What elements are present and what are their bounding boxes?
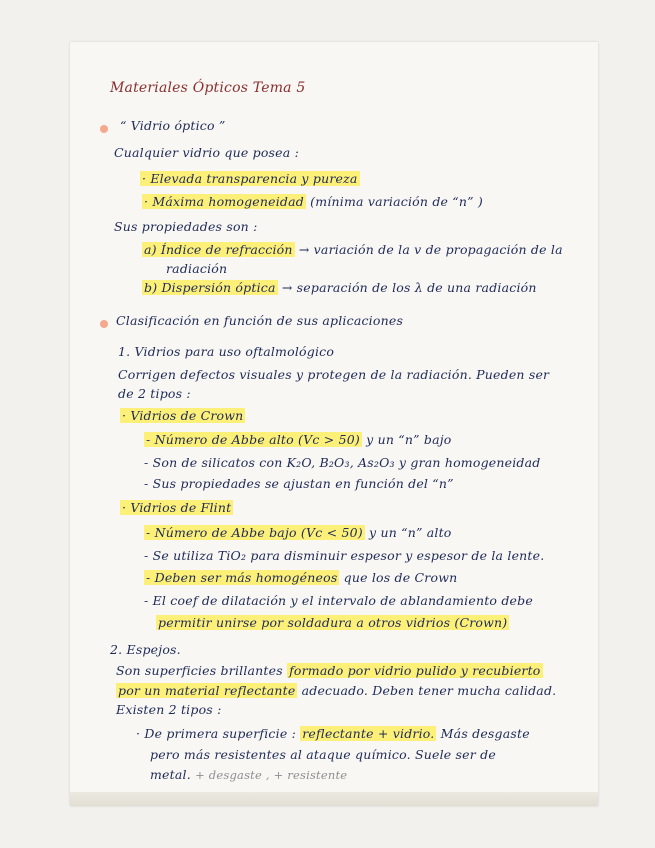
text-fragment: y un “n” alto [369,525,452,540]
text-fragment: (mínima variación de “n” ) [310,194,483,209]
page-title: Materiales Ópticos Tema 5 [110,80,306,96]
highlight: formado por vidrio pulido y recubierto [289,663,541,678]
highlight: permitir unirse por soldadura a otros vidrios (Crown) [158,615,508,630]
section-heading: 2. Espejos. [110,642,181,657]
text-fragment: metal. [150,767,191,782]
pencil-note: + desgaste , + resistente [195,768,348,782]
text-line [140,171,360,186]
text-fragment: Más desgaste [440,726,530,741]
text-line: - Son de silicatos con K₂O, B₂O₃, As₂O₃ y gran homogeneidad [144,455,541,470]
text-line [142,194,483,209]
text-line [116,683,556,698]
highlight: por un material reflectante [118,683,296,698]
text-line [116,663,543,678]
text-fragment: y un “n” bajo [366,432,452,447]
text-line: pero más resistentes al ataque químico. Suele ser de [150,747,496,762]
highlight: - Número de Abbe bajo (Vc < 50) [146,525,363,540]
text-line: - Se utiliza TiO₂ para disminuir espesor y espesor de la lente. [144,548,545,563]
section-heading: “ Vidrio óptico ” [120,118,226,133]
text-line [150,767,347,782]
highlight: · Máxima homogeneidad [144,194,304,209]
text-line [144,570,457,585]
text-line: radiación [166,261,228,276]
text-fragment: Son superficies brillantes [116,663,283,678]
highlight: · Elevada transparencia y pureza [142,171,358,186]
text-line [142,242,563,257]
subheading [120,408,245,423]
text-line: Existen 2 tipos : [116,702,222,717]
subheading [120,500,233,515]
text-fragment: → variación de la v de propagación de la [298,242,563,257]
text-line [136,726,530,741]
text-line: - El coef de dilatación y el intervalo de ablandamiento debe [144,593,533,608]
text-line: - Sus propiedades se ajustan en función del “n” [144,476,454,491]
text-line [142,280,537,295]
section-bullet [100,320,108,328]
text-line: 1. Vidrios para uso oftalmológico [118,344,335,359]
text-fragment: → separación de los λ de una radiación [281,280,537,295]
text-line [156,615,509,630]
highlight: - Número de Abbe alto (Vc > 50) [146,432,360,447]
text-fragment: · De primera superficie : [136,726,297,741]
text-fragment: adecuado. Deben tener mucha calidad. [301,683,557,698]
highlight: · Vidrios de Flint [122,500,232,515]
highlight: a) Índice de refracción [144,242,293,257]
text-line: Sus propiedades son : [114,219,258,234]
highlight: · Vidrios de Crown [122,408,244,423]
notebook-page [70,42,598,806]
highlight: b) Dispersión óptica [144,280,276,295]
section-heading: Clasificación en función de sus aplicaciones [116,313,404,328]
text-line: Corrigen defectos visuales y protegen de la radiación. Pueden ser [118,367,550,382]
page-bottom-edge [70,792,598,806]
text-fragment: que los de Crown [343,570,458,585]
text-line: Cualquier vidrio que posea : [114,145,299,160]
highlight: reflectante + vidrio. [302,726,435,741]
text-line: de 2 tipos : [118,386,191,401]
highlight: - Deben ser más homogéneos [146,570,338,585]
text-line [144,432,452,447]
text-line [144,525,452,540]
section-bullet [100,125,108,133]
